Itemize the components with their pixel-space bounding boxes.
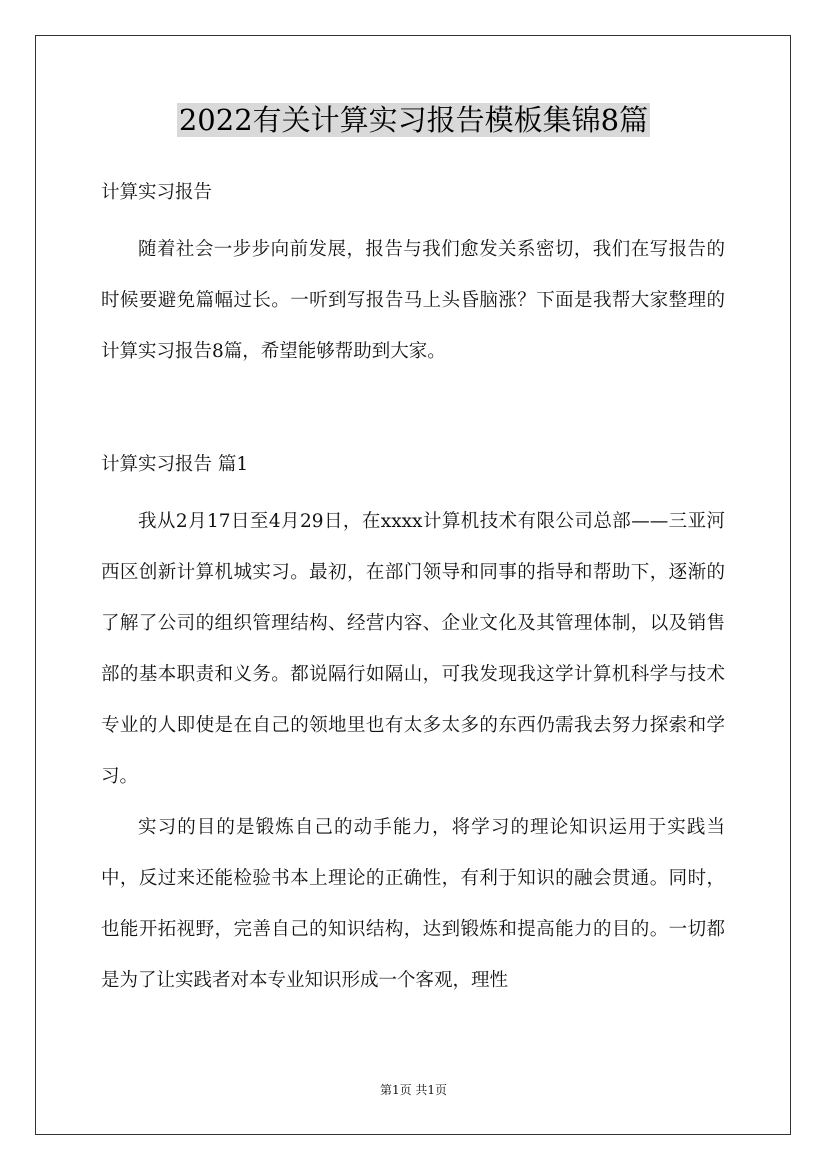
page-number-footer: 第1页 共1页: [379, 1083, 448, 1097]
document-title-text: 2022有关计算实习报告模板集锦8篇: [178, 103, 649, 137]
intro-heading: 计算实习报告: [101, 182, 213, 203]
section1-paragraph-2: 实习的目的是锻炼自己的动手能力，将学习的理论知识运用于实践当中，反过来还能检验书本上理论的正确性，有利于知识的融会贯通。同时，也能开拓视野，完善自己的知识结构，达到锻炼和提高能力的目的。一切都是为了让实践者对本专业知识形成一个客观，理性: [101, 817, 725, 991]
section1-paragraph-1: 我从2月17日至4月29日，在xxxx计算机技术有限公司总部——三亚河西区创新计算机城实习。最初，在部门领导和同事的指导和帮助下，逐渐的了解了公司的组织管理结构、经营内容、企业文化及其管理体制，以及销售部的基本职责和义务。都说隔行如隔山，可我发现我这学计算机科学与技术专业的人即使是在自己的领地里也有太多太多的东西仍需我去努力探索和学习。: [101, 511, 725, 787]
document-title: [0, 99, 827, 141]
intro-paragraph: 随着社会一步步向前发展，报告与我们愈发关系密切，我们在写报告的时候要避免篇幅过长。一听到写报告马上头昏脑涨？下面是我帮大家整理的计算实习报告8篇，希望能够帮助到大家。: [101, 239, 725, 362]
section1-heading: 计算实习报告 篇1: [101, 454, 249, 475]
